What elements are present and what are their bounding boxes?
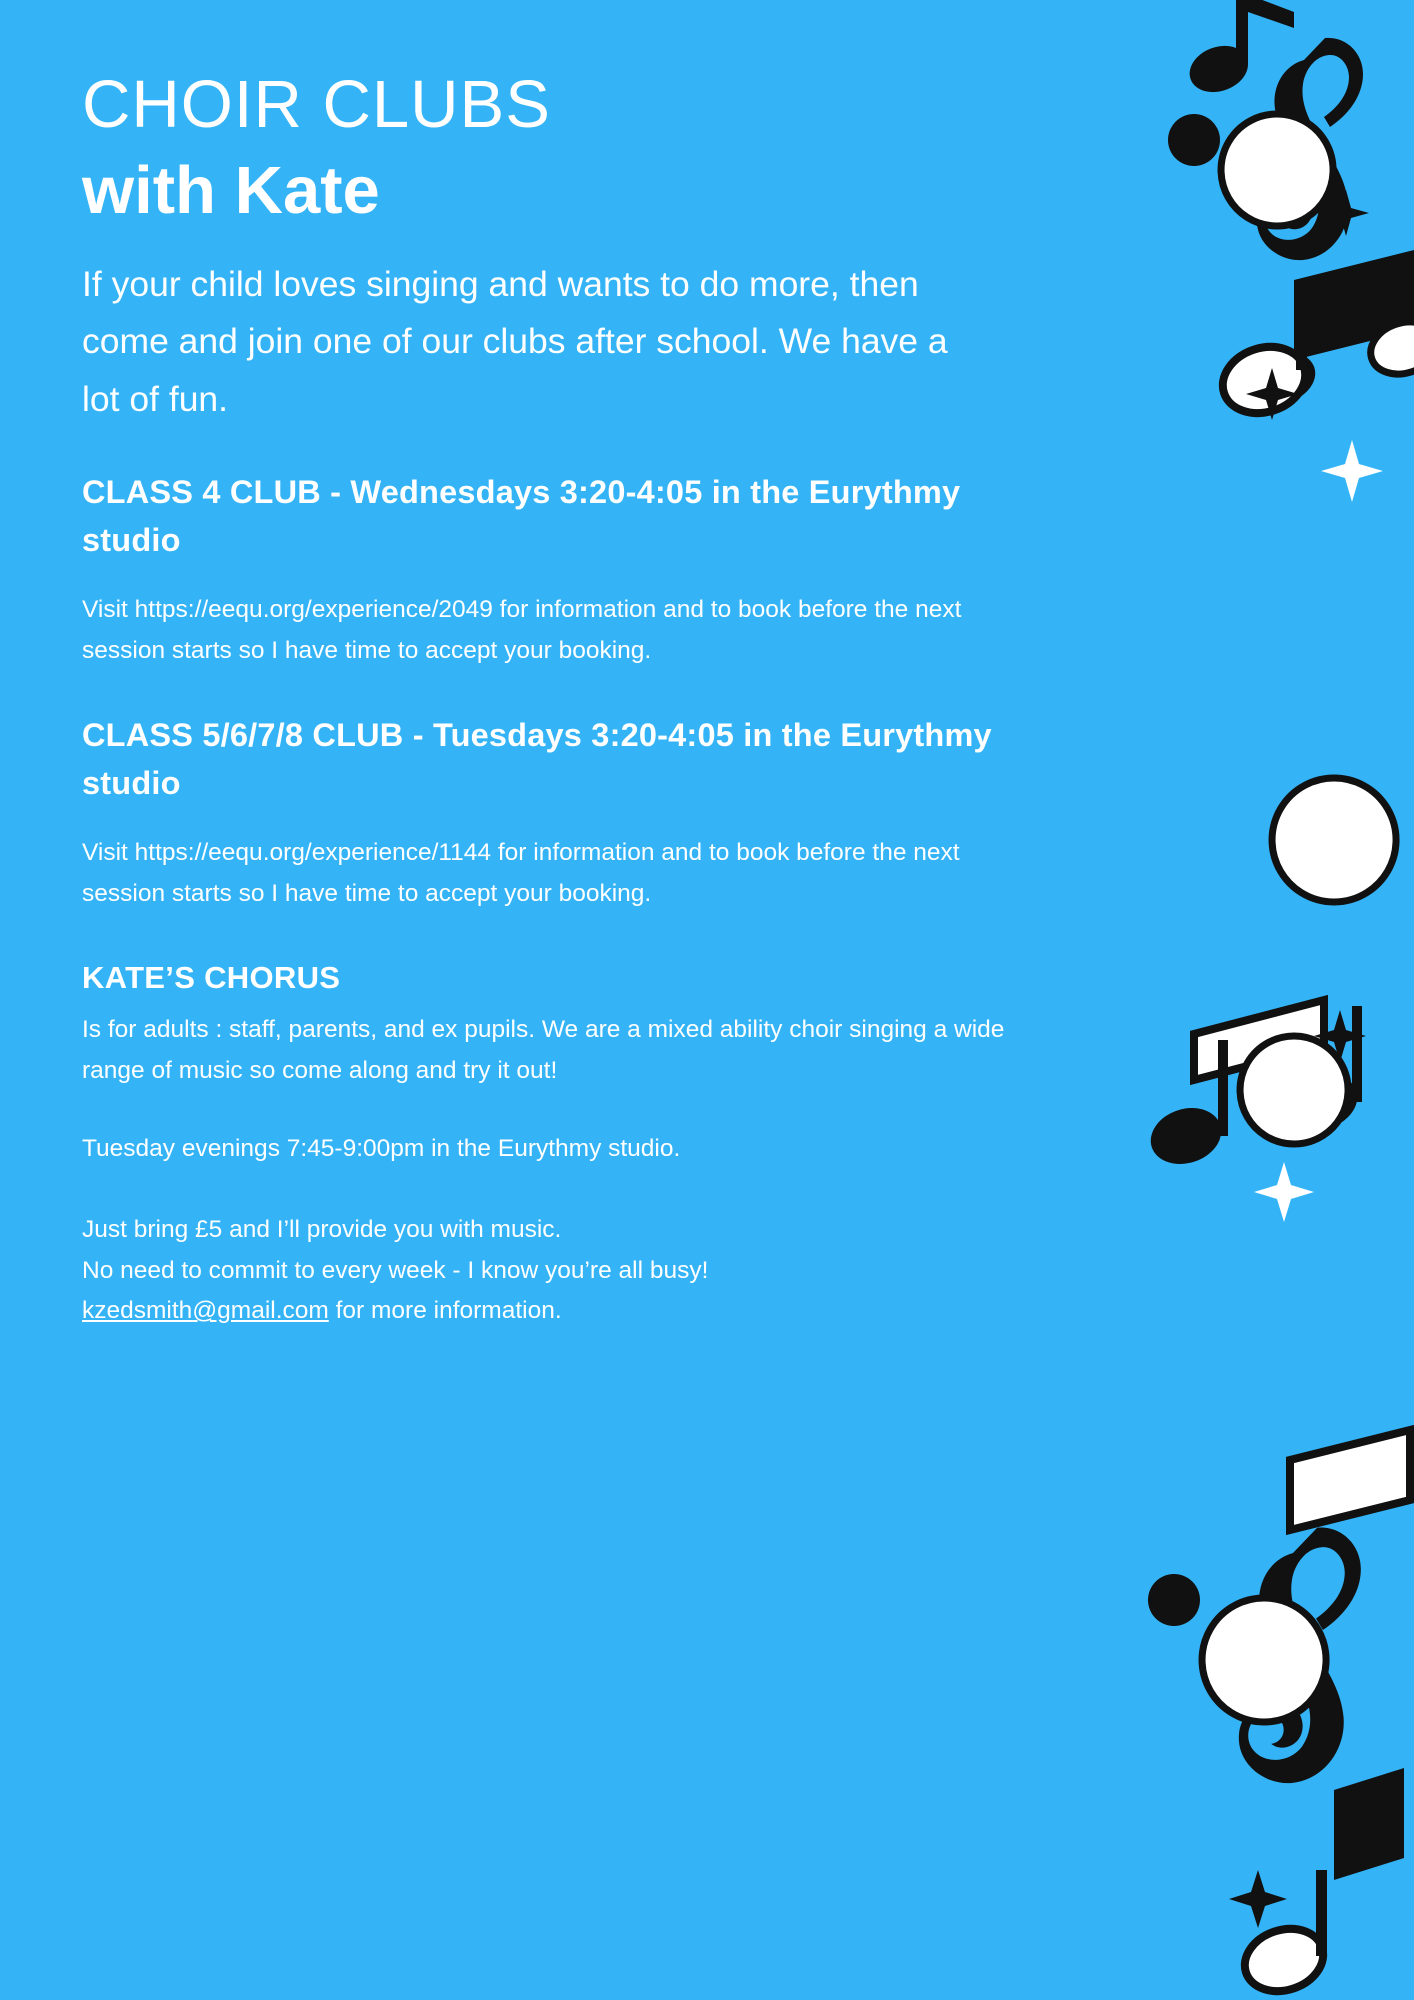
- email-suffix: for more information.: [328, 1297, 562, 1325]
- intro-paragraph: If your child loves singing and wants to do more, then come and join one of our clubs after school. We have a lot of fun.: [82, 263, 948, 419]
- treble-clef-icon: [1257, 38, 1363, 260]
- treble-clef-icon: [1239, 1528, 1361, 1784]
- title-line-2: with Kate: [82, 152, 380, 228]
- chorus-time: Tuesday evenings 7:45-9:00pm in the Eurythmy studio.: [82, 1135, 681, 1163]
- club-heading-class5678: CLASS 5/6/7/8 CLUB - Tuesdays 3:20-4:05 in the Eurythmy studio: [82, 717, 992, 802]
- beamed-notes-icon: [1237, 1870, 1332, 2000]
- beamed-notes-icon: [1242, 250, 1414, 412]
- poster-content: [0, 0, 1030, 1332]
- music-note-icon: [1190, 0, 1294, 92]
- email-link[interactable]: kzedsmith@gmail.com: [82, 1297, 329, 1325]
- title-line-1: CHOIR CLUBS: [82, 67, 551, 142]
- chorus-contact-line: [82, 1291, 1030, 1332]
- club-heading-class4: CLASS 4 CLUB - Wednesdays 3:20-4:05 in the Eurythmy studio: [82, 474, 961, 559]
- club-body-class5678: Visit https://eequ.org/experience/1144 for information and to book before the next session starts so I have time to accept your booking.: [82, 839, 960, 907]
- music-notes-decoration: [994, 0, 1414, 2000]
- sparkle-icon: [1321, 440, 1383, 502]
- music-note-icon: [1148, 1574, 1200, 1626]
- chorus-details: [82, 1210, 1030, 1332]
- chorus-heading: KATE’S CHORUS: [82, 960, 341, 996]
- music-note-icon: [1168, 114, 1220, 166]
- sparkle-icon: [1314, 1010, 1366, 1062]
- music-note-icon: [1214, 280, 1314, 423]
- club-body-class4: Visit https://eequ.org/experience/2049 for information and to book before the next session starts so I have time to accept your booking.: [82, 596, 962, 664]
- chorus-commit-line: No need to commit to every week - I know you’re all busy!: [82, 1256, 709, 1284]
- beamed-notes-icon: [1290, 1430, 1410, 1530]
- chorus-description: Is for adults : staff, parents, and ex pupils. We are a mixed ability choir singing a wide range of music so come along and try it out!: [82, 1016, 1005, 1084]
- sparkle-icon: [1246, 190, 1369, 420]
- page-title: [82, 62, 1030, 234]
- sparkle-icon: [1229, 1870, 1287, 1928]
- music-note-icon: [1334, 1768, 1404, 1880]
- chorus-price-line: Just bring £5 and I’ll provide you with music.: [82, 1216, 562, 1244]
- beamed-notes-icon: [1143, 1000, 1364, 1173]
- sparkle-icon: [1254, 1162, 1314, 1222]
